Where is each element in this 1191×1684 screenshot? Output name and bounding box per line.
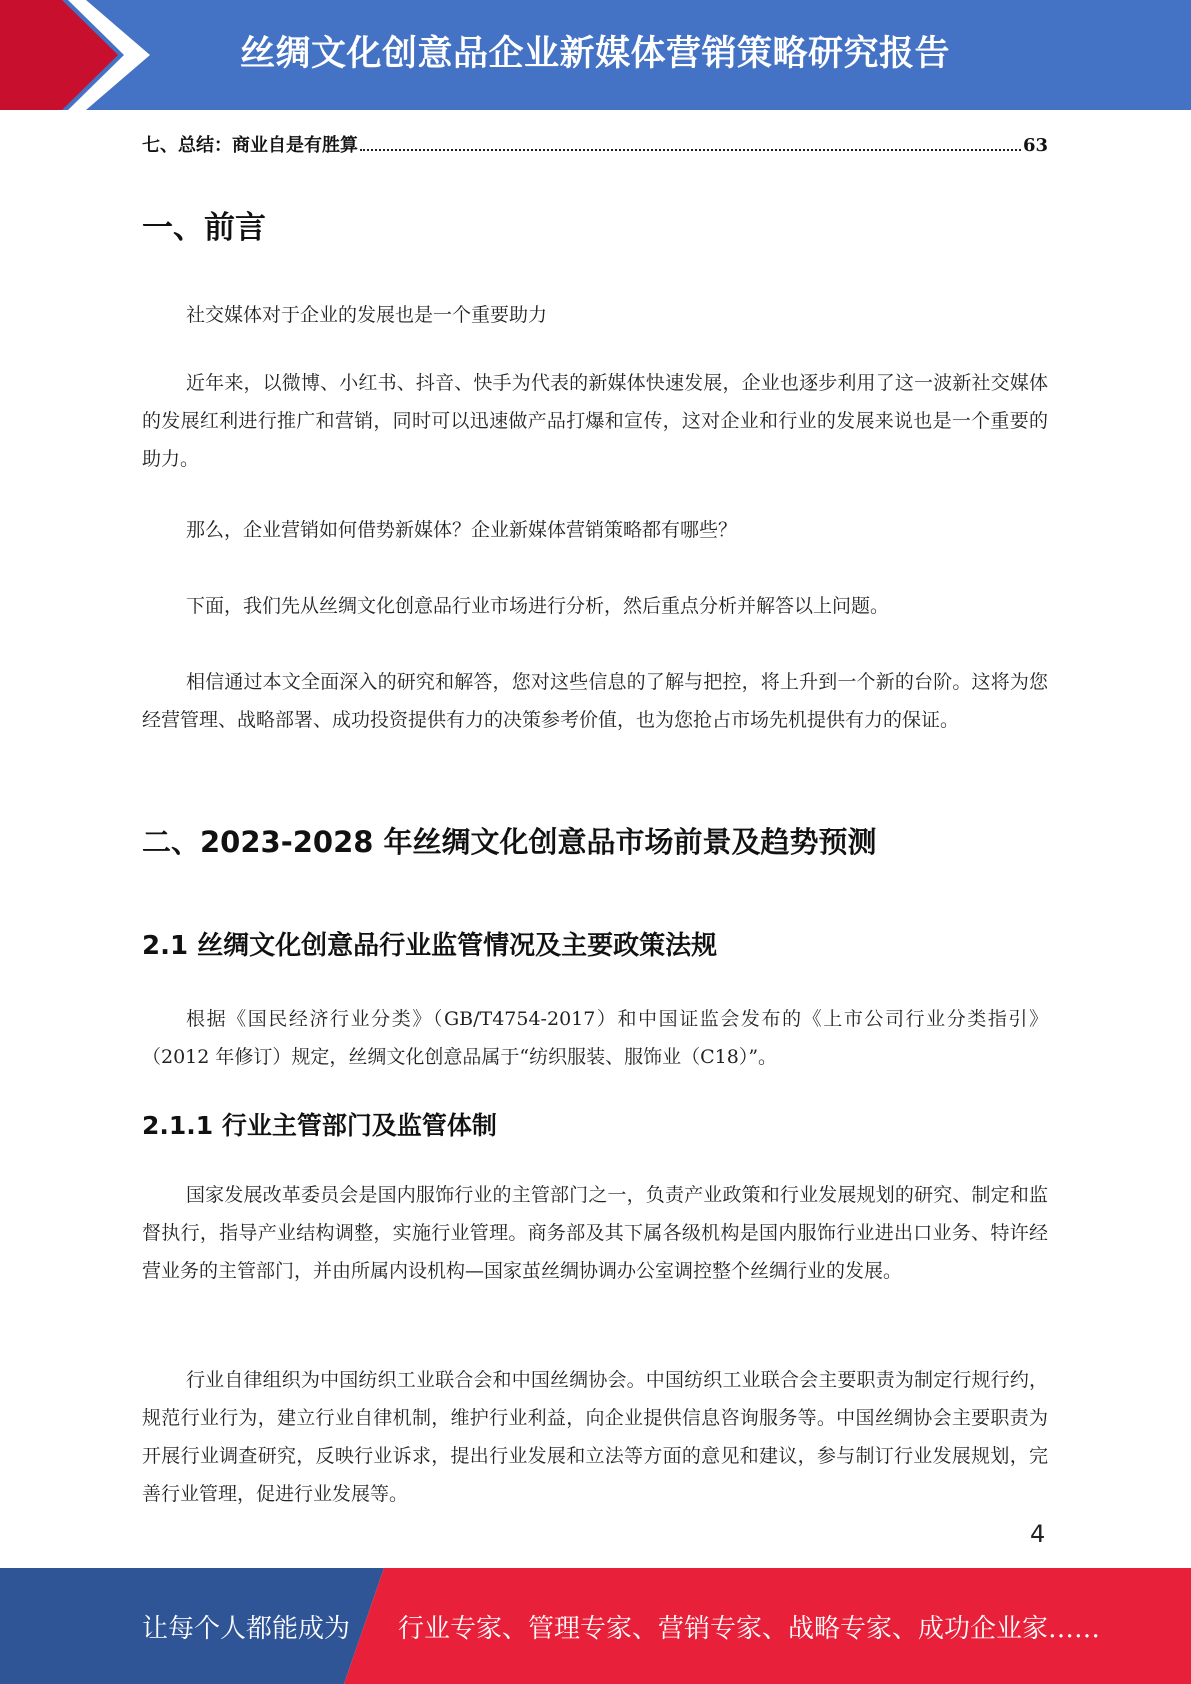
footer-banner	[0, 1568, 1191, 1684]
paragraph: 那么，企业营销如何借势新媒体？企业新媒体营销策略都有哪些？	[186, 519, 738, 541]
subsection-heading-authorities: 2.1.1 行业主管部门及监管体制	[142, 1111, 497, 1140]
report-title: 丝绸文化创意品企业新媒体营销策略研究报告	[240, 34, 951, 74]
section-heading-market-outlook: 二、2023-2028 年丝绸文化创意品市场前景及趋势预测	[142, 825, 877, 859]
toc-entry-label: 七、总结：商业自是有胜算	[142, 135, 358, 156]
toc-entry[interactable]	[142, 131, 1048, 157]
paragraph: 行业自律组织为中国纺织工业联合会和中国丝绸协会。中国纺织工业联合会主要职责为制定行规行约，规范行业行为，建立行业自律机制，维护行业利益，向企业提供信息咨询服务等。中国丝绸协会主要职责为开展行业调查研究，反映行业诉求，提出行业发展和立法等方面的意见和建议，参与制订行业发展规划，完善行业管理，促进行业发展等。	[142, 1369, 1048, 1505]
header-banner	[0, 0, 1191, 110]
toc-leader-dots	[360, 148, 1021, 151]
toc-page-number: 63	[1022, 135, 1048, 156]
page-number: 4	[1030, 1520, 1046, 1548]
paragraph: 根据《国民经济行业分类》（GB/T4754-2017）和中国证监会发布的《上市公司行业分类指引》（2012 年修订）规定，丝绸文化创意品属于“纺织服装、服饰业（C18）”。	[142, 1008, 1048, 1068]
paragraph: 近年来，以微博、小红书、抖音、快手为代表的新媒体快速发展，企业也逐步利用了这一波新社交媒体的发展红利进行推广和营销，同时可以迅速做产品打爆和宣传，这对企业和行业的发展来说也是一个重要的助力。	[142, 372, 1048, 470]
subsection-heading-regulation: 2.1 丝绸文化创意品行业监管情况及主要政策法规	[142, 931, 718, 961]
footer-slogan-left: 让每个人都能成为	[142, 1614, 351, 1644]
paragraph: 相信通过本文全面深入的研究和解答，您对这些信息的了解与把控，将上升到一个新的台阶。这将为您经营管理、战略部署、成功投资提供有力的决策参考价值，也为您抢占市场先机提供有力的保证。	[142, 671, 1048, 731]
footer-slogan-right: 行业专家、管理专家、营销专家、战略专家、成功企业家……	[398, 1614, 1101, 1644]
header-arrow-decoration	[0, 0, 150, 110]
paragraph: 社交媒体对于企业的发展也是一个重要助力	[186, 304, 548, 326]
section-heading-preface: 一、前言	[142, 210, 266, 246]
paragraph: 国家发展改革委员会是国内服饰行业的主管部门之一，负责产业政策和行业发展规划的研究、制定和监督执行，指导产业结构调整，实施行业管理。商务部及其下属各级机构是国内服饰行业进出口业务、特许经营业务的主管部门，并由所属内设机构—国家茧丝绸协调办公室调控整个丝绸行业的发展。	[142, 1184, 1048, 1282]
paragraph: 下面，我们先从丝绸文化创意品行业市场进行分析，然后重点分析并解答以上问题。	[186, 595, 890, 617]
